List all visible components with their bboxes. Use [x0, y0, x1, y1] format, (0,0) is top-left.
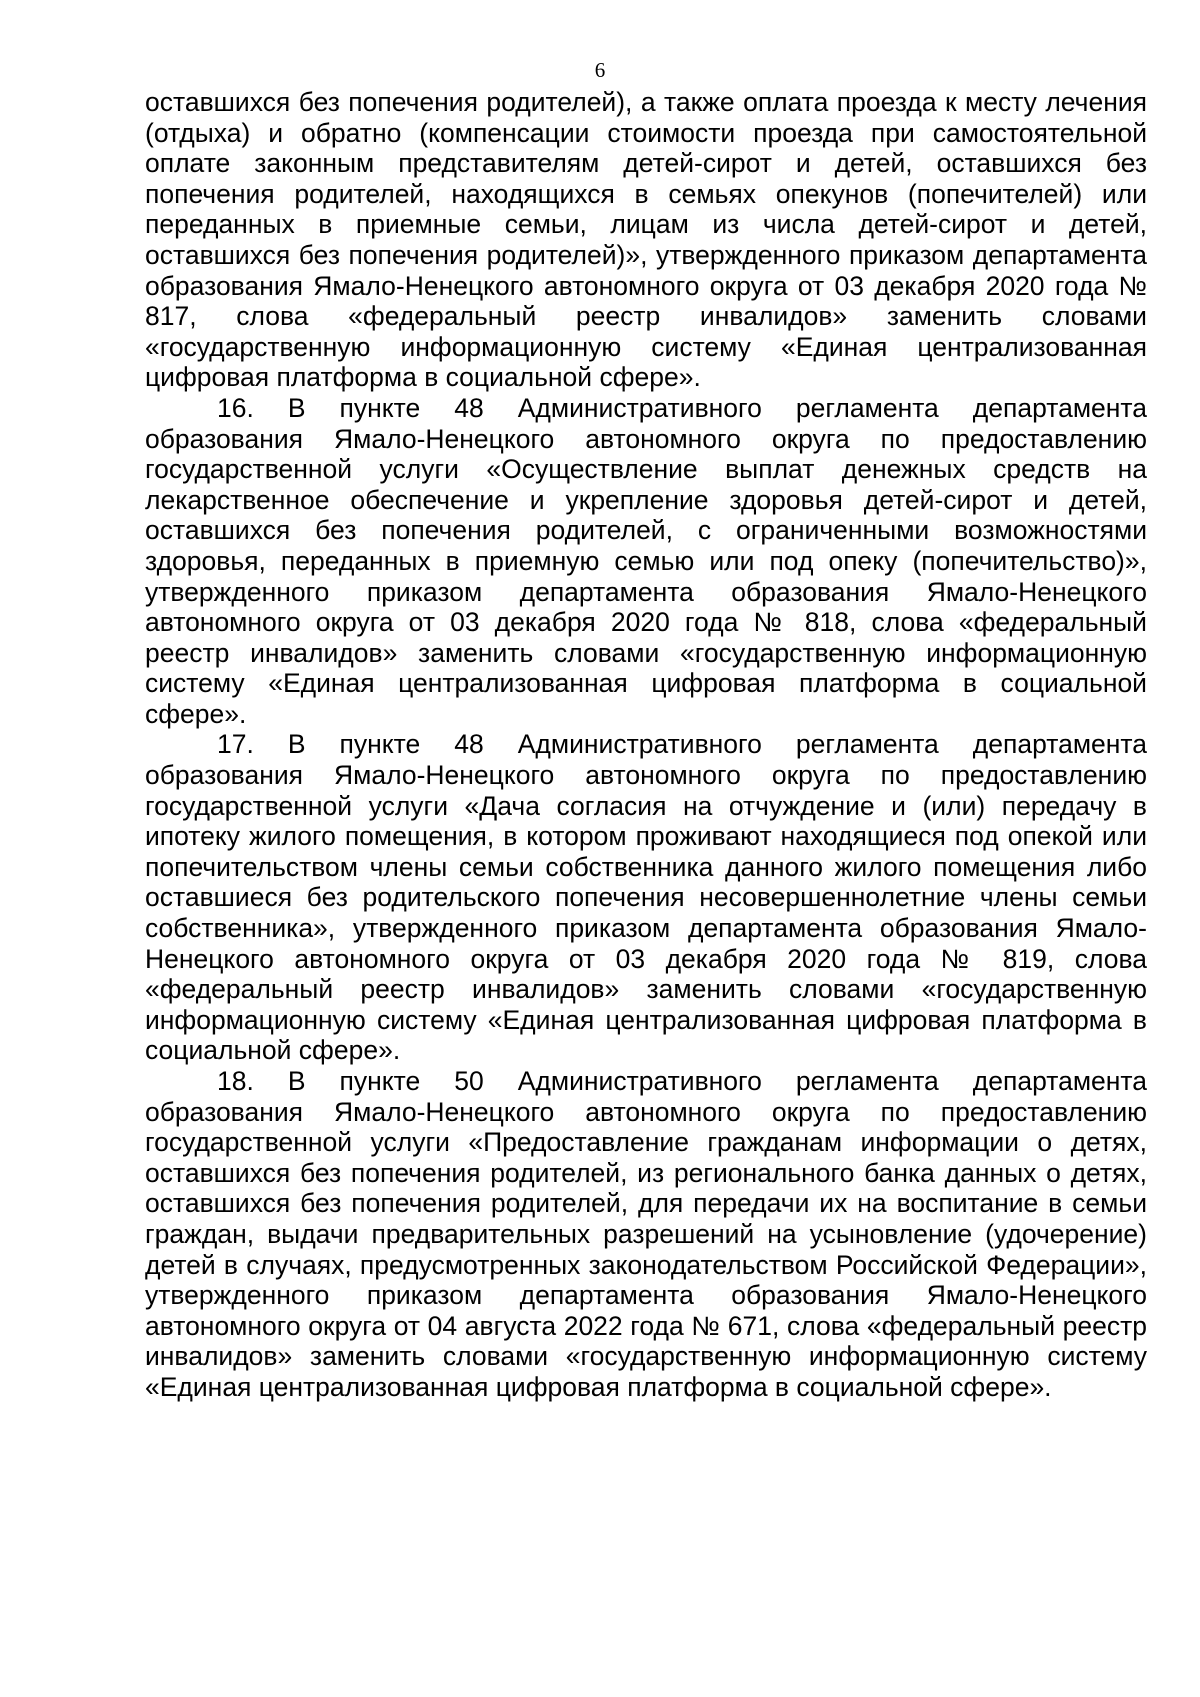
page-number: 6 [594, 58, 606, 82]
paragraph-continuation: оставшихся без попечения родителей), а также оплата проезда к месту лечения (отдыха) и обратно (компенсации стоимости проезда при самостоятельной оплате законным представителям детей-сирот и детей, оставшихся без попечения родителей, находящихся в семьях опекунов (попечителей) или переданных в приемные семьи, лицам из числа детей-сирот и детей, оставшихся без попечения родителей)», утвержденного приказом департамента образования Ямало-Ненецкого автономного округа от 03 декабря 2020 года № 817, слова «федеральный реестр инвалидов» заменить словами «государственную информационную систему «Единая централизованная цифровая платформа в социальной сфере». [145, 87, 1147, 393]
paragraph-item-18: 18. В пункте 50 Административного регламента департамента образования Ямало-Ненецкого автономного округа по предоставлению государственной услуги «Предоставление гражданам информации о детях, оставшихся без попечения родителей, из регионального банка данных о детях, оставшихся без попечения родителей, для передачи их на воспитание в семьи граждан, выдачи предварительных разрешений на усыновление (удочерение) детей в случаях, предусмотренных законодательством Российской Федерации», утвержденного приказом департамента образования Ямало-Ненецкого автономного округа от 04 августа 2022 года № 671, слова «федеральный реестр инвалидов» заменить словами «государственную информационную систему «Единая централизованная цифровая платформа в социальной сфере». [145, 1066, 1147, 1402]
paragraph-item-16: 16. В пункте 48 Административного регламента департамента образования Ямало-Ненецкого автономного округа по предоставлению государственной услуги «Осуществление выплат денежных средств на лекарственное обеспечение и укрепление здоровья детей-сирот и детей, оставшихся без попечения родителей, с ограниченными возможностями здоровья, переданных в приемную семью или под опеку (попечительство)», утвержденного приказом департамента образования Ямало-Ненецкого автономного округа от 03 декабря 2020 года № 818, слова «федеральный реестр инвалидов» заменить словами «государственную информационную систему «Единая централизованная цифровая платформа в социальной сфере». [145, 392, 1147, 729]
document-body [145, 87, 1147, 1403]
paragraph-item-17: 17. В пункте 48 Административного регламента департамента образования Ямало-Ненецкого автономного округа по предоставлению государственной услуги «Дача согласия на отчуждение и (или) передачу в ипотеку жилого помещения, в котором проживают находящиеся под опекой или попечительством члены семьи собственника данного жилого помещения либо оставшиеся без родительского попечения несовершеннолетние члены семьи собственника», утвержденного приказом департамента образования Ямало-Ненецкого автономного округа от 03 декабря 2020 года № 819, слова «федеральный реестр инвалидов» заменить словами «государственную информационную систему «Единая централизованная цифровая платформа в социальной сфере». [145, 729, 1147, 1066]
